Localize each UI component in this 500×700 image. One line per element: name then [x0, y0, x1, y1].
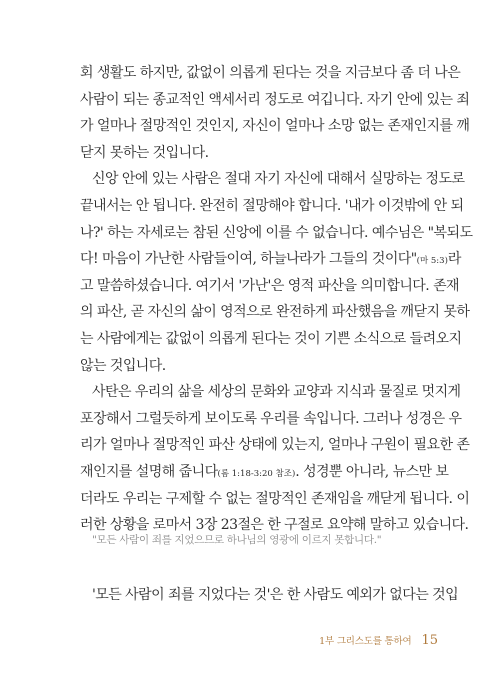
text-line: 나?' 하는 자세로는 참된 신앙에 이를 수 없습니다. 예수님은 "복되도: [80, 224, 473, 241]
bible-citation: (마 5:3): [416, 256, 448, 267]
text-line: 는 사람에게는 값없이 의롭게 된다는 것이 기쁜 소식으로 들려오지: [80, 330, 462, 347]
text-line: 리가 얼마나 절망적인 파산 상태에 있는지, 얼마나 구원이 필요한 존: [80, 437, 470, 454]
bible-citation: (롬 1:18-3:20 참조): [217, 468, 296, 479]
text-line: 신앙 안에 있는 사람은 절대 자기 자신에 대해서 실망하는 정도로: [92, 171, 465, 188]
scripture-quote: "모든 사람이 죄를 지었으므로 하나님의 영광에 이르지 못합니다.": [92, 534, 382, 546]
text-line: 닫지 못하는 것입니다.: [80, 144, 209, 161]
text-segment: 다! 마음이 가난한 사람들이여, 하늘나라가 그들의 것이다": [80, 251, 417, 268]
text-line: 고 말씀하셨습니다. 여기서 '가난'은 영적 파산을 의미합니다. 존재: [80, 277, 460, 294]
text-line: 의 파산, 곧 자신의 삶이 영적으로 완전하게 파산했음을 깨닫지 못하: [80, 304, 470, 321]
text-line: 가 얼마나 절망적인 것인지, 자신이 얼마나 소망 없는 존재인지를 깨: [80, 118, 470, 135]
text-block-continuation: [80, 582, 459, 609]
text-line: 사람이 되는 종교적인 액세서리 정도로 여깁니다. 자기 안에 있는 죄: [80, 91, 470, 108]
text-line: 더라도 우리는 구제할 수 없는 절망적인 존재임을 깨닫게 됩니다. 이: [80, 490, 470, 507]
text-line: 러한 상황을 로마서 3장 23절은 한 구절로 요약해 말하고 있습니다.: [80, 517, 469, 534]
text-line: 사탄은 우리의 삶을 세상의 문화와 교양과 지식과 물질로 멋지게: [92, 384, 461, 401]
text-segment: . 성경뿐 아니라, 뉴스만 보: [295, 463, 449, 480]
text-line: 끝내서는 안 됩니다. 완전히 절망해야 합니다. '내가 이것밖에 안 되: [80, 197, 464, 214]
body-text: [80, 60, 473, 539]
text-line: 회 생활도 하지만, 값없이 의롭게 된다는 것을 지금보다 좀 더 나은: [80, 65, 461, 81]
text-line: '모든 사람이 죄를 지었다는 것'은 한 사람도 예외가 없다는 것입: [92, 587, 459, 603]
running-footer-section: 1부 그리스도를 통하여: [319, 636, 412, 647]
text-segment: 재인지를 설명해 줍니다: [80, 463, 218, 480]
text-line-with-citation: [80, 246, 461, 273]
page-number: 15: [421, 633, 438, 648]
text-line: 않는 것입니다.: [80, 357, 166, 374]
text-line-with-citation: [80, 459, 449, 486]
text-line: 포장해서 그럴듯하게 보이도록 우리를 속입니다. 그러나 성경은 우: [80, 410, 462, 427]
page-footer: [319, 633, 438, 648]
text-segment: 라: [447, 251, 461, 268]
